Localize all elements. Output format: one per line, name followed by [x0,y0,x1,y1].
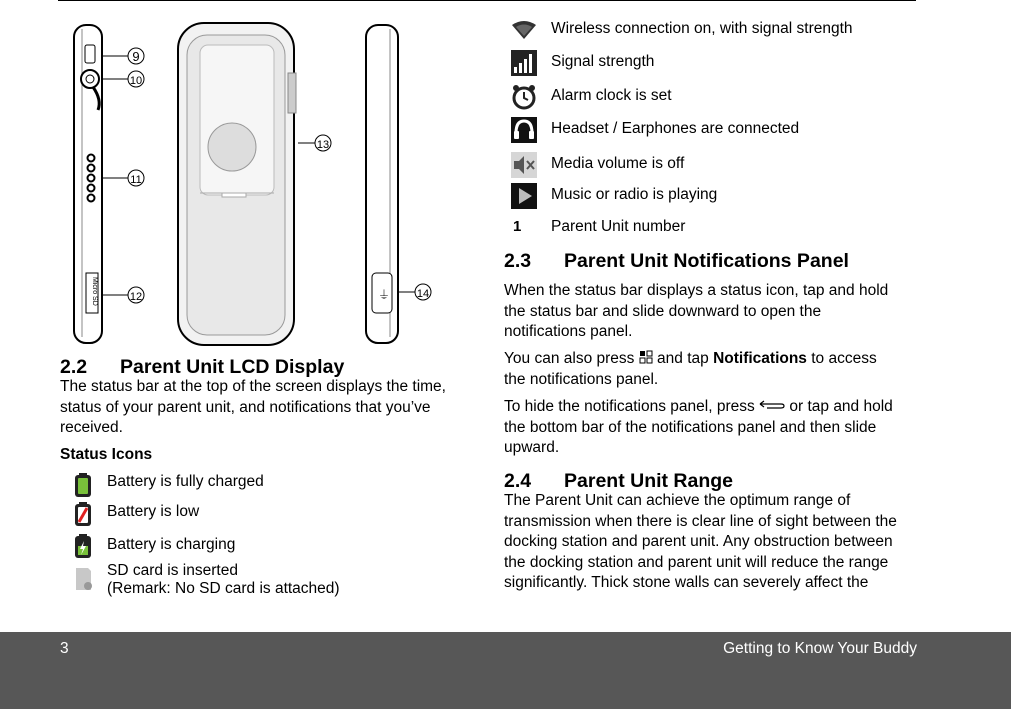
callout-11: 11 [130,174,142,186]
callout-10: 10 [129,75,143,87]
volume-off-label: Media volume is off [551,155,685,172]
play-icon [511,183,537,209]
device-back-view [178,23,296,345]
callout-9: 9 [132,49,140,64]
wifi-icon [511,17,537,43]
battery-charging-label: Battery is charging [107,536,236,553]
device-left-side-view [74,25,102,343]
play-label: Music or radio is playing [551,186,718,203]
section-number: 2.4 [504,470,532,492]
section-title: Parent Unit Range [564,470,734,492]
alarm-clock-icon [511,84,537,110]
body-line: The status bar at the top of the screen displays the time, [60,378,446,395]
battery-charging-icon [70,533,96,559]
callout-12: 12 [129,291,143,303]
volume-off-icon [511,152,537,178]
sd-card-label [107,562,340,598]
section-2-2-heading [60,356,344,378]
status-icons-heading: Status Icons [60,446,153,463]
headset-icon [511,117,537,143]
body-line [504,397,893,418]
body-line: upward. [504,439,560,456]
text: To hide the notifications panel, press [504,398,755,415]
top-rule [58,0,916,1]
section-title: Parent Unit Notifications Panel [564,250,849,272]
back-key-icon [759,400,785,410]
device-right-side-view [366,25,398,343]
signal-strength-label: Signal strength [551,53,655,70]
section-number: 2.2 [60,356,88,378]
sd-card-remark: (Remark: No SD card is attached) [107,580,340,597]
signal-strength-icon [511,50,537,76]
section-2-4-body [504,491,897,594]
parent-unit-number-icon: 1 [513,218,522,235]
body-line: the docking station and parent unit will reduce the range [504,553,889,571]
wifi-label: Wireless connection on, with signal strength [551,20,853,37]
micro-sd-label: Micro SD [91,277,98,306]
body-line: notifications panel. [504,323,633,340]
section-2-3-p2 [504,349,877,390]
section-2-3-heading [504,250,849,272]
page-footer [0,632,1011,709]
battery-low-label: Battery is low [107,503,200,520]
body-line: The Parent Unit can achieve the optimum range of [504,492,851,509]
text: to access [811,350,877,367]
body-line: status of your parent unit, and notifications that you’ve [60,398,431,416]
battery-full-label: Battery is fully charged [107,473,264,490]
body-line: received. [60,419,123,436]
body-line: When the status bar displays a status icon, tap and hold [504,282,889,299]
page-number: 3 [60,640,69,657]
notifications-term: Notifications [713,350,807,367]
callout-13: 13 [316,139,330,151]
section-2-2-body [60,377,446,439]
body-line: significantly. Thick stone walls can severely affect the [504,574,869,591]
text: or tap and hold [789,398,893,415]
body-line: docking station and parent unit. Any obstruction between [504,533,893,550]
menu-key-icon [639,350,653,364]
section-2-4-heading [504,470,733,492]
body-line: the status bar and slide downward to open the [504,302,822,320]
sd-card-icon [70,566,96,592]
battery-full-icon [70,472,96,498]
body-line: the notifications panel. [504,370,659,388]
section-2-3-p3 [504,397,893,459]
parent-unit-number-label: Parent Unit number [551,218,686,235]
body-line [504,349,877,370]
svg-text:⏚: ⏚ [378,288,391,302]
section-title: Parent Unit LCD Display [120,356,345,378]
callout-14: 14 [416,288,430,300]
alarm-clock-label: Alarm clock is set [551,87,672,104]
sd-card-text: SD card is inserted [107,562,238,579]
section-2-3-p1 [504,281,888,343]
body-line: transmission when there is clear line of sight between the [504,512,897,530]
text: and tap [657,350,709,367]
device-figure [60,15,460,350]
headset-label: Headset / Earphones are connected [551,120,800,137]
battery-low-icon [70,501,96,527]
body-line: the bottom bar of the notifications panel and then slide [504,418,877,436]
section-number: 2.3 [504,250,532,272]
text: You can also press [504,350,635,367]
footer-title: Getting to Know Your Buddy [723,640,917,657]
